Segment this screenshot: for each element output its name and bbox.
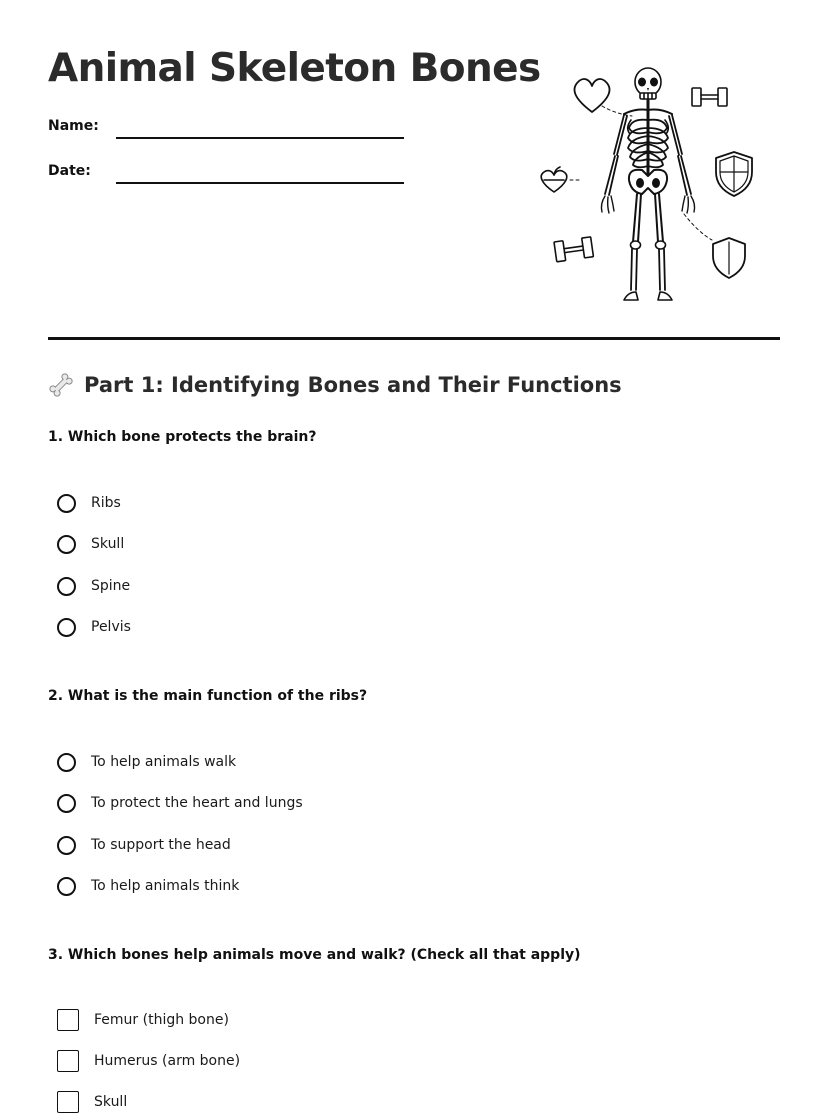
section-title-text: Part 1: Identifying Bones and Their Functions — [84, 373, 622, 397]
question-1: 1. Which bone protects the brain? — [48, 429, 317, 445]
checkbox[interactable] — [57, 1091, 79, 1113]
q2-option-4[interactable] — [57, 874, 239, 898]
skeleton-icon — [601, 68, 694, 300]
dumbbell-icon — [692, 88, 727, 106]
q2-option-3[interactable] — [57, 833, 231, 857]
name-field[interactable] — [116, 137, 404, 139]
checkbox[interactable] — [57, 1050, 79, 1072]
q1-option-spine[interactable] — [57, 574, 130, 598]
question-3: 3. Which bones help animals move and walk? (Check all that apply) — [48, 947, 581, 963]
option-label: Humerus (arm bone) — [94, 1053, 241, 1069]
checkbox[interactable] — [57, 1009, 79, 1031]
name-label: Name: — [48, 118, 99, 134]
option-label: Femur (thigh bone) — [94, 1012, 229, 1028]
header-divider — [48, 337, 780, 340]
radio-button[interactable] — [57, 836, 76, 855]
option-label: To support the head — [91, 837, 231, 853]
apple-heart-icon — [541, 167, 567, 192]
date-field[interactable] — [116, 182, 404, 184]
q1-option-pelvis[interactable] — [57, 615, 131, 639]
option-label: Pelvis — [91, 619, 131, 635]
question-2: 2. What is the main function of the ribs? — [48, 688, 368, 704]
radio-button[interactable] — [57, 494, 76, 513]
option-label: Ribs — [91, 495, 121, 511]
bone-icon — [48, 372, 74, 398]
worksheet-title: Animal Skeleton Bones — [48, 46, 541, 91]
option-label: To help animals think — [91, 878, 240, 894]
q3-option-femur[interactable] — [57, 1008, 229, 1032]
option-label: To protect the heart and lungs — [91, 795, 303, 811]
shield-icon — [713, 238, 745, 278]
radio-button[interactable] — [57, 794, 76, 813]
radio-button[interactable] — [57, 877, 76, 896]
option-label: Skull — [91, 536, 125, 552]
radio-button[interactable] — [57, 618, 76, 637]
option-label: Spine — [91, 578, 131, 594]
date-label: Date: — [48, 163, 91, 179]
dumbbell-icon — [554, 237, 593, 262]
q1-option-skull[interactable] — [57, 532, 124, 556]
q3-option-humerus[interactable] — [57, 1049, 240, 1073]
option-label: Skull — [94, 1094, 128, 1110]
option-label: To help animals walk — [91, 754, 237, 770]
shield-icon — [716, 152, 752, 196]
section-title — [48, 372, 622, 398]
q1-option-ribs[interactable] — [57, 491, 121, 515]
q2-option-1[interactable] — [57, 750, 236, 774]
radio-button[interactable] — [57, 535, 76, 554]
radio-button[interactable] — [57, 577, 76, 596]
q2-option-2[interactable] — [57, 791, 303, 815]
radio-button[interactable] — [57, 753, 76, 772]
q3-option-skull[interactable] — [57, 1090, 127, 1114]
skeleton-illustration — [532, 62, 764, 308]
